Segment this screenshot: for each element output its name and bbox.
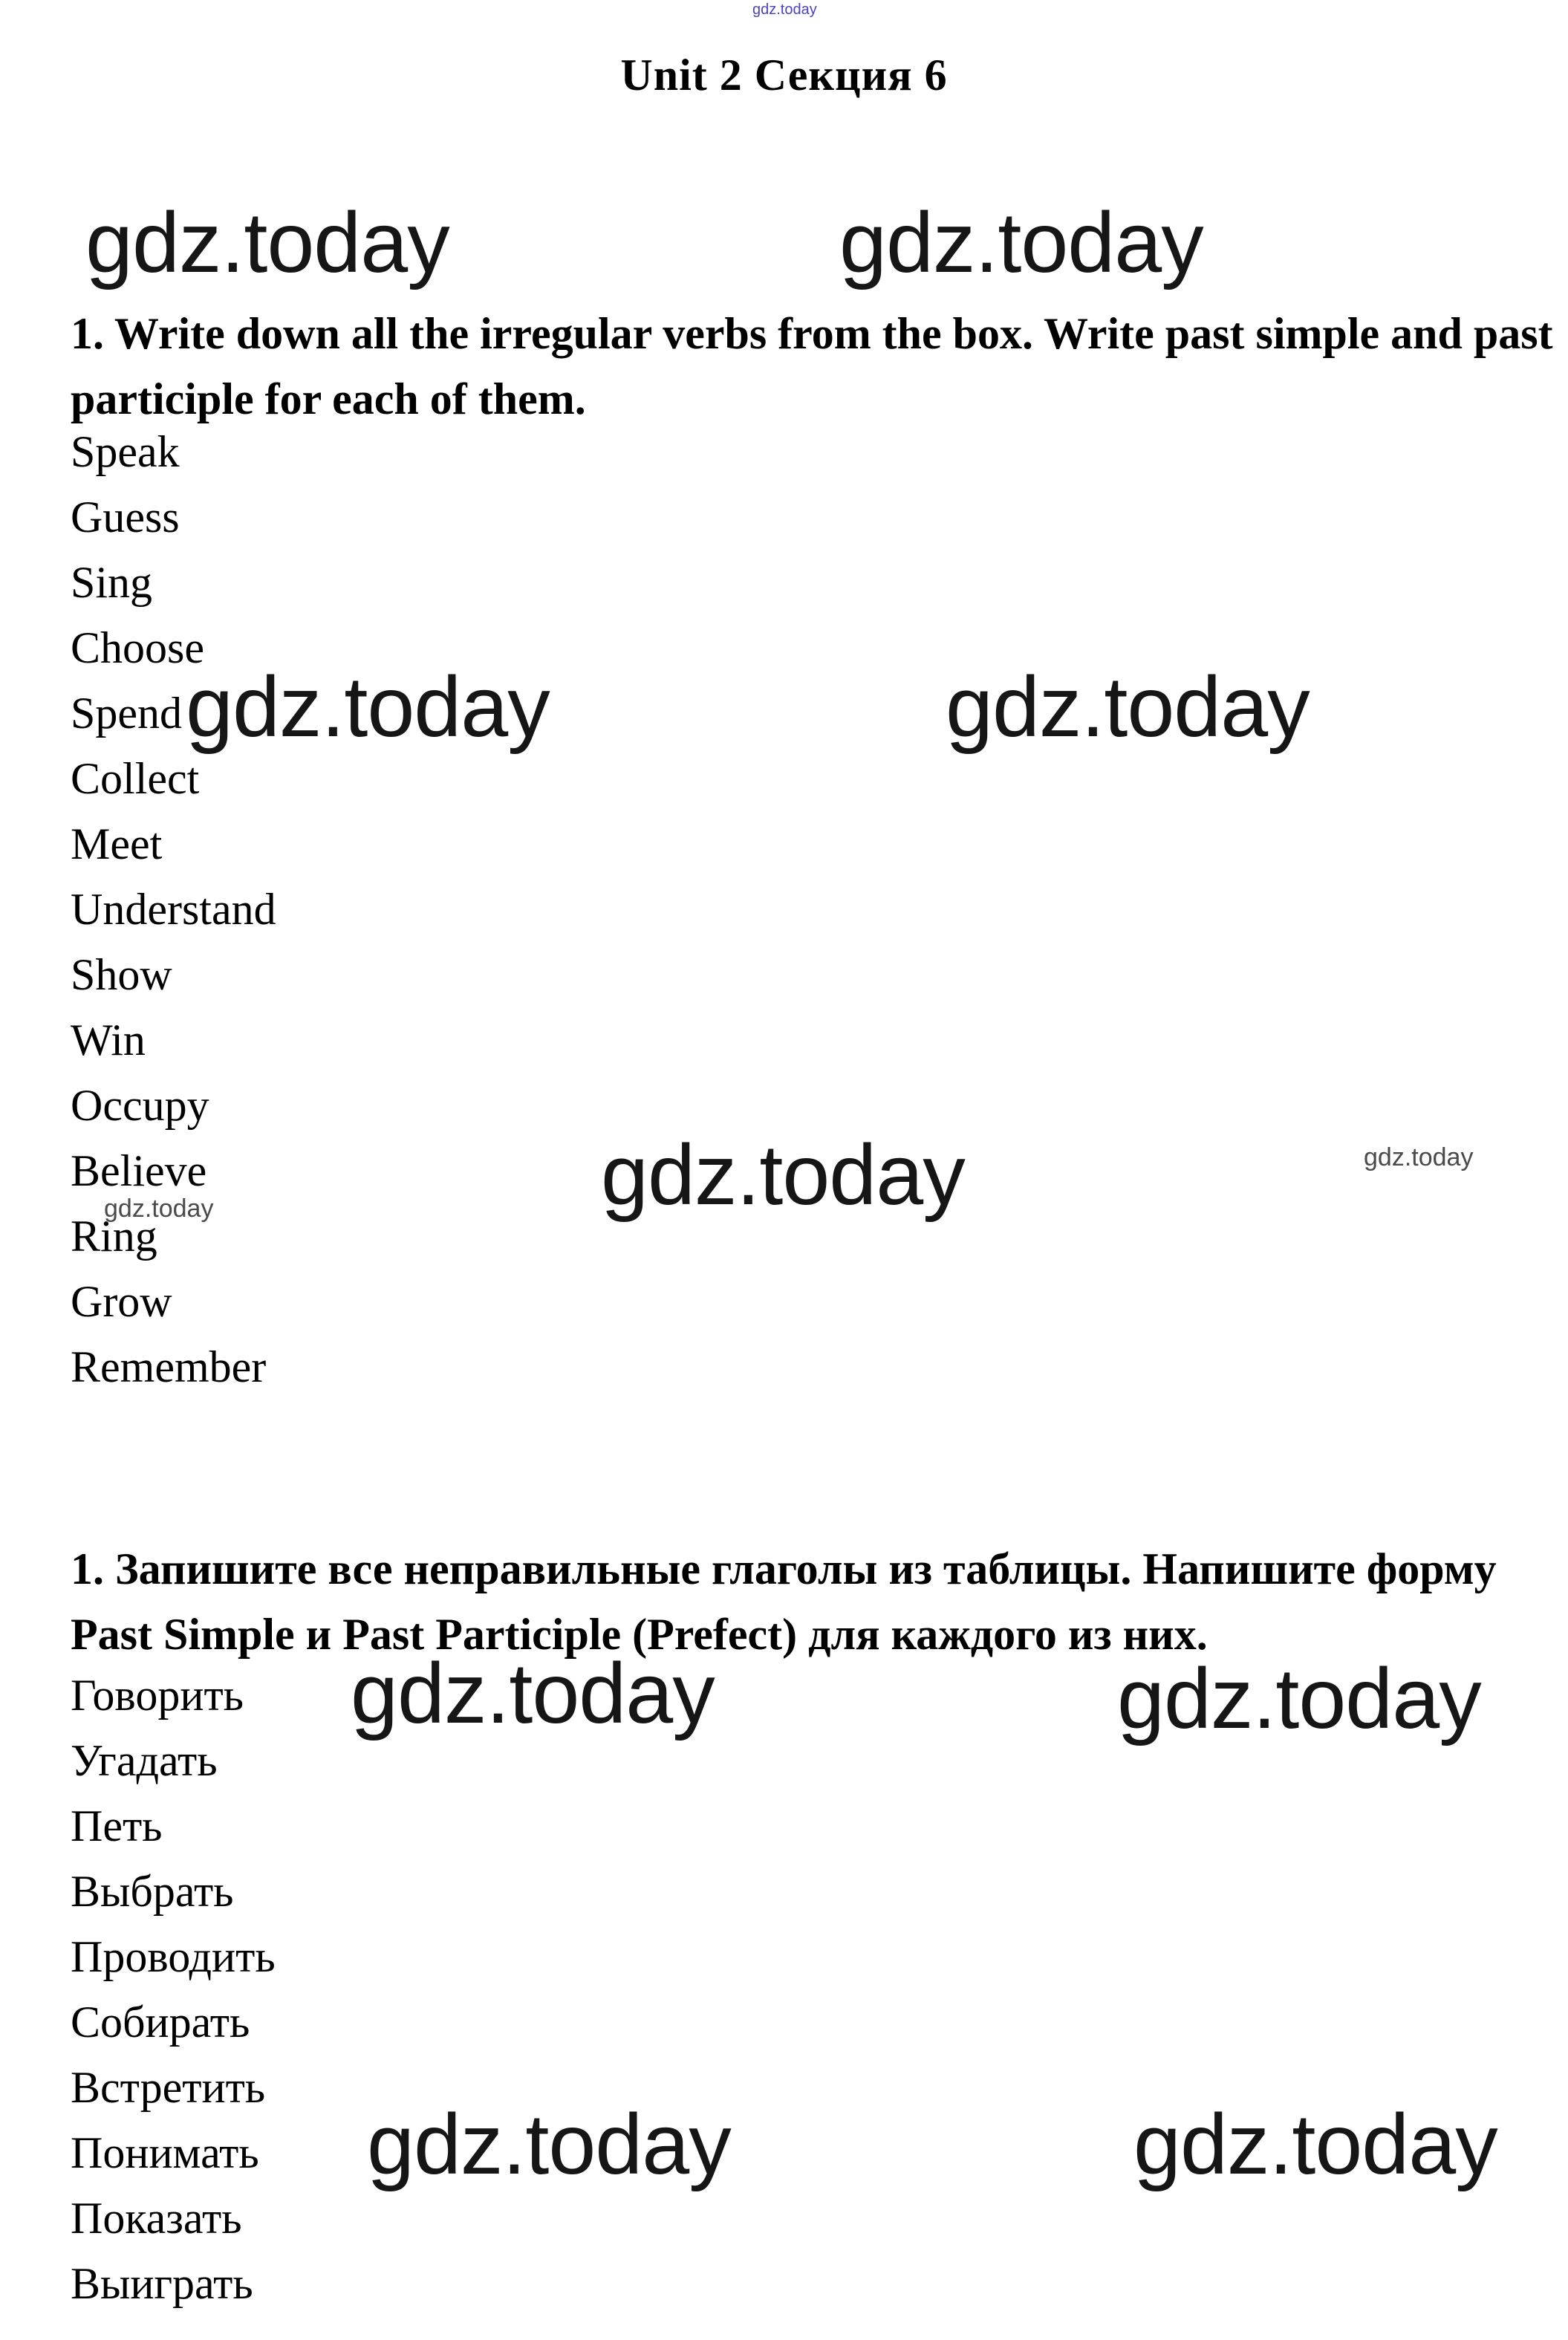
task-ru-verb-list xyxy=(71,1663,276,2316)
watermark-gdz: gdz.today xyxy=(946,660,1310,755)
watermark-gdz: gdz.today xyxy=(839,195,1203,290)
watermark-gdz: gdz.today xyxy=(601,1128,965,1223)
page-title: Unit 2 Секция 6 xyxy=(620,51,948,100)
task-ru-heading-line1: 1. Запишите все неправильные глаголы из таблицы. Напишите форму xyxy=(71,1544,1497,1593)
verb-item: Выбрать xyxy=(71,1867,234,1916)
verb-item: Петь xyxy=(71,1801,163,1850)
watermark-gdz: gdz.today xyxy=(367,2097,731,2192)
verb-item: Win xyxy=(71,1015,146,1065)
verb-item: Guess xyxy=(71,493,180,542)
watermark-gdz: gdz.today xyxy=(351,1646,715,1741)
watermark-gdz-top: gdz.today xyxy=(752,1,817,18)
verb-item: Показать xyxy=(71,2194,242,2243)
watermark-gdz: gdz.today xyxy=(1117,1651,1481,1746)
task-en-heading-line1: 1. Write down all the irregular verbs from the box. Write past simple and past xyxy=(71,309,1553,358)
watermark-gdz: gdz.today xyxy=(85,195,449,290)
verb-item: Grow xyxy=(71,1277,172,1326)
verb-item: Speak xyxy=(71,427,180,476)
watermark-gdz-small: gdz.today xyxy=(104,1195,214,1223)
verb-item: Believe xyxy=(71,1146,207,1195)
verb-item: Spend xyxy=(71,689,182,738)
verb-item: Встретить xyxy=(71,2063,266,2112)
verb-item: Ring xyxy=(71,1212,157,1261)
verb-item: Occupy xyxy=(71,1081,209,1130)
verb-item: Choose xyxy=(71,623,204,672)
verb-item: Collect xyxy=(71,754,200,803)
verb-item: Выиграть xyxy=(71,2259,253,2308)
verb-item: Понимать xyxy=(71,2128,259,2177)
task-en-verb-list xyxy=(71,419,276,1400)
verb-item: Remember xyxy=(71,1342,267,1391)
verb-item: Sing xyxy=(71,558,153,607)
task-ru-heading-line2: Past Simple и Past Participle (Prefect) для каждого из них. xyxy=(71,1610,1208,1659)
verb-item: Understand xyxy=(71,885,276,934)
watermark-gdz: gdz.today xyxy=(1133,2097,1497,2192)
verb-item: Meet xyxy=(71,819,163,868)
verb-item: Угадать xyxy=(71,1736,218,1785)
task-en-heading-line2: participle for each of them. xyxy=(71,374,586,423)
watermark-gdz-small: gdz.today xyxy=(1364,1143,1474,1171)
verb-item: Говорить xyxy=(71,1671,244,1720)
verb-item: Show xyxy=(71,950,172,999)
verb-item: Собирать xyxy=(71,1998,250,2047)
watermark-gdz: gdz.today xyxy=(186,660,550,755)
verb-item: Проводить xyxy=(71,1932,276,1981)
